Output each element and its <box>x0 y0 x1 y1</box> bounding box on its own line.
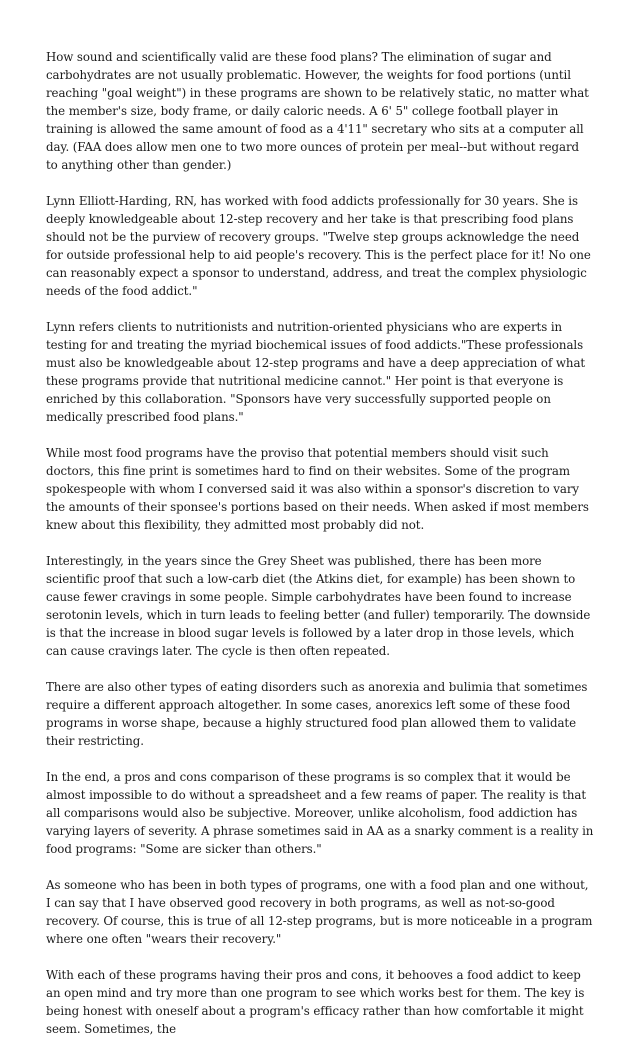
paragraph-lynn-elliott-harding: Lynn Elliott-Harding, RN, has worked with food addicts professionally for 30 years. She is deeply knowledgeable about 12-step recovery and her take is that prescribing food plans should not be the purview of recovery groups. "Twelve step groups acknowledge the need for outside professional help to aid people's recovery. This is the perfect place for it! No one can reasonably expect a sponsor to understand, address, and treat the complex physiologic needs of the food addict." <box>46 194 591 298</box>
paragraph-eating-disorders: There are also other types of eating disorders such as anorexia and bulimia that sometimes require a different approach altogether. In some cases, anorexics left some of these food programs in worse shape, because a highly structured food plan allowed them to validate their restricting. <box>46 680 588 748</box>
document-page <box>46 48 594 1056</box>
paragraph-grey-sheet-science: Interestingly, in the years since the Grey Sheet was published, there has been more scientific proof that such a low-carb diet (the Atkins diet, for example) has been shown to cause fewer cravings in some people. Simple carbohydrates have been found to increase serotonin levels, which in turn leads to feeling better (and fuller) temporarily. The downside is that the increase in blood sugar levels is followed by a later drop in those levels, which can cause cravings later. The cycle is then often repeated. <box>46 554 591 658</box>
paragraph-proviso-doctors: While most food programs have the proviso that potential members should visit such doctors, this fine print is sometimes hard to find on their websites. Some of the program spokespeople with whom I conversed said it was also within a sponsor's discretion to vary the amounts of their sponsee's portions based on their needs. When asked if most members knew about this flexibility, they admitted most probably did not. <box>46 446 589 532</box>
paragraph-open-mind: With each of these programs having their pros and cons, it behooves a food addict to keep an open mind and try more than one program to see which works best for them. The key is being honest with oneself about a program's efficacy rather than how comfortable it might seem. Sometimes, the <box>46 968 585 1036</box>
paragraph-pros-cons-comparison: In the end, a pros and cons comparison of these programs is so complex that it would be almost impossible to do without a spreadsheet and a few reams of paper. The reality is that all comparisons would also be subjective. Moreover, unlike alcoholism, food addiction has varying layers of severity. A phrase sometimes said in AA as a snarky comment is a reality in food programs: "Some are sicker than others." <box>46 770 594 856</box>
paragraph-nutritionists-referral: Lynn refers clients to nutritionists and nutrition-oriented physicians who are experts in testing for and treating the myriad biochemical issues of food addicts."These professionals must also be knowledgeable about 12-step programs and have a deep appreciation of what these programs provide that nutritional medicine cannot." Her point is that everyone is enriched by this collaboration. "Sponsors have very successfully supported people on medically prescribed food plans." <box>46 320 586 424</box>
paragraph-food-plan-validity: How sound and scientifically valid are these food plans? The elimination of sugar and carbohydrates are not usually problematic. However, the weights for food portions (until reaching "goal weight") in these programs are shown to be relatively static, no matter what the member's size, body frame, or daily caloric needs. A 6' 5" college football player in training is allowed the same amount of food as a 4'11" secretary who sits at a computer all day. (FAA does allow men one to two more ounces of protein per meal--but without regard to anything other than gender.) <box>46 50 589 172</box>
paragraph-personal-experience: As someone who has been in both types of programs, one with a food plan and one without, I can say that I have observed good recovery in both programs, as well as not-so-good recovery. Of course, this is true of all 12-step programs, but is more noticeable in a program where one often "wears their recovery." <box>46 878 593 946</box>
